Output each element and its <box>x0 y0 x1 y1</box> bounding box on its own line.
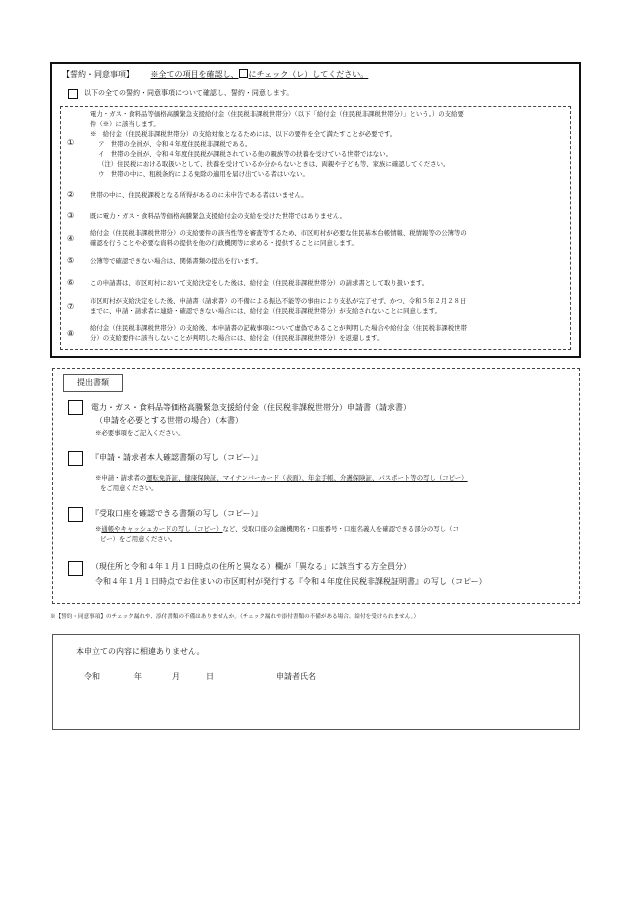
doc2-checkbox[interactable] <box>68 451 83 466</box>
footnote: ※【誓約・同意事項】のチェック漏れや、添付書類の不備はありませんか。（チェック漏れや添付書類の不備がある場合、給付を受けられません。） <box>50 614 420 620</box>
confirm-all-label: 以下の全ての誓約・同意事項について確認し、誓約・同意します。 <box>84 89 294 97</box>
item8-line: 分）の支給要件に該当しないことが判明した場合には、給付金（住民税非課税世帯分）を返還します。 <box>90 334 384 342</box>
doc1-subtitle: （申請を必要とする世帯の場合）（本書） <box>95 416 243 425</box>
item1-line: ア 世帯の全員が、令和４年度住民税非課税である。 <box>98 140 252 148</box>
doc1-checkbox[interactable] <box>68 400 83 415</box>
item7-line: までに、申請・請求者に連絡・確認できない場合には、給付金（住民税非課税世帯分）が支給されないことに同意します。 <box>90 307 441 315</box>
date-year-label: 年 <box>134 672 142 681</box>
documents-tag: 提出書類 <box>63 374 123 392</box>
item4-line: 確認を行うことや必要な資料の提供を他の行政機関等に求める・提供することに同意します。 <box>90 239 358 247</box>
date-era-label: 令和 <box>84 672 100 681</box>
item2-text: 世帯の中に、住民税課税となる所得があるのに未申告である者はいません。 <box>90 191 308 199</box>
item1-line: ウ 世帯の中に、租税条約による免除の適用を届け出ている者はいない。 <box>98 170 309 178</box>
doc2-title: 『申請・請求者本人確認書類の写し（コピー）』 <box>91 453 263 462</box>
date-month-label: 月 <box>172 672 180 681</box>
item-number: ① <box>67 138 75 147</box>
item1-line: イ 世帯の全員が、令和４年度住民税が課税されている他の親族等の扶養を受けている世帯ではない。 <box>98 150 392 158</box>
item1-line: 電力・ガス・食料品等価格高騰緊急支援給付金（住民税非課税世帯分）（以下「給付金（住民税非課税世帯分）」という。）の支給要 <box>90 110 464 118</box>
item-number: ③ <box>67 211 75 220</box>
doc2-note: ※申請・請求者の運転免許証、健康保険証、マイナンバーカード（表面）、年金手帳、介護保険証、パスポート等の写し（コピー） <box>95 474 468 482</box>
date-day-label: 日 <box>206 672 214 681</box>
doc4-checkbox[interactable] <box>68 561 83 576</box>
item1-line: ※ 給付金（住民税非課税世帯分）の支給対象となるためには、以下の要件を全て満たすことが必要です。 <box>90 130 397 138</box>
item4-line: 給付金（住民税非課税世帯分）の支給要件の該当性等を審査等するため、市区町村が必要な住民基本台帳情報、税情報等の公簿等の <box>90 229 467 237</box>
item-number: ② <box>67 190 75 199</box>
consent-header <box>62 69 368 79</box>
item-number: ⑥ <box>67 278 75 287</box>
doc1-title: 電力・ガス・食料品等価格高騰緊急支援給付金（住民税非課税世帯分）申請書（請求書） <box>91 403 411 412</box>
applicant-name-label: 申請者氏名 <box>276 672 316 681</box>
item-number: ⑧ <box>67 329 75 338</box>
item5-text: 公簿等で確認できない場合は、関係書類の提出を行います。 <box>90 257 263 265</box>
item8-line: 給付金（住民税非課税世帯分）の支給後、本申請書の記載事項について虚偽であることが判明した場合や給付金（住民税非課税世帯 <box>90 324 467 332</box>
item3-text: 既に電力・ガス・食料品等価格高騰緊急支援給付金の支給を受けた世帯ではありません。 <box>90 212 347 220</box>
consent-header-label: 【誓約・同意事項】 <box>62 70 134 79</box>
item1-line: （注）住民税における取扱いとして、扶養を受けているか分からないときは、両親や子ども等、家族に確認してください。 <box>98 160 450 168</box>
doc1-note: ※必要事項をご記入ください。 <box>95 429 185 437</box>
doc4-condition: （現住所と令和４年１月１日時点の住所と異なる）欄が「異なる」に該当する方全員分） <box>91 562 411 571</box>
item1-line: 件（※）に該当します。 <box>90 120 160 128</box>
item-number: ⑦ <box>67 302 75 311</box>
doc4-title: 令和４年１月１日時点でお住まいの市区町村が発行する『令和４年度住民税非課税証明書』の写し（コピー） <box>95 577 487 586</box>
doc3-checkbox[interactable] <box>68 507 83 522</box>
doc3-note-line2: ピー）をご用意ください。 <box>100 535 177 543</box>
item-number: ⑤ <box>67 256 75 265</box>
doc3-note: ※通帳やキャッシュカードの写し（コピー）など、受取口座の金融機関名・口座番号・口座名義人を確認できる部分の写し（コ <box>95 525 459 533</box>
doc3-title: 『受取口座を確認できる書類の写し（コピー）』 <box>91 509 263 518</box>
item-number: ④ <box>67 234 75 243</box>
declaration-statement: 本申立ての内容に相違ありません。 <box>76 647 205 656</box>
item6-text: この申請書は、市区町村において支給決定をした後は、給付金（住民税非課税世帯分）の請求書として取り扱います。 <box>90 279 429 287</box>
checkbox-symbol-icon <box>239 69 248 78</box>
confirm-all-checkbox[interactable] <box>68 89 78 99</box>
doc2-note-line2: をご用意ください。 <box>100 484 158 492</box>
consent-header-note: ※全ての項目を確認し、 にチェック（レ）してください。 <box>150 70 369 79</box>
item7-line: 市区町村が支給決定をした後、申請書（請求書）の不備による振込不能等の事由により支払が完了せず、かつ、令和５年２月２８日 <box>90 297 467 305</box>
